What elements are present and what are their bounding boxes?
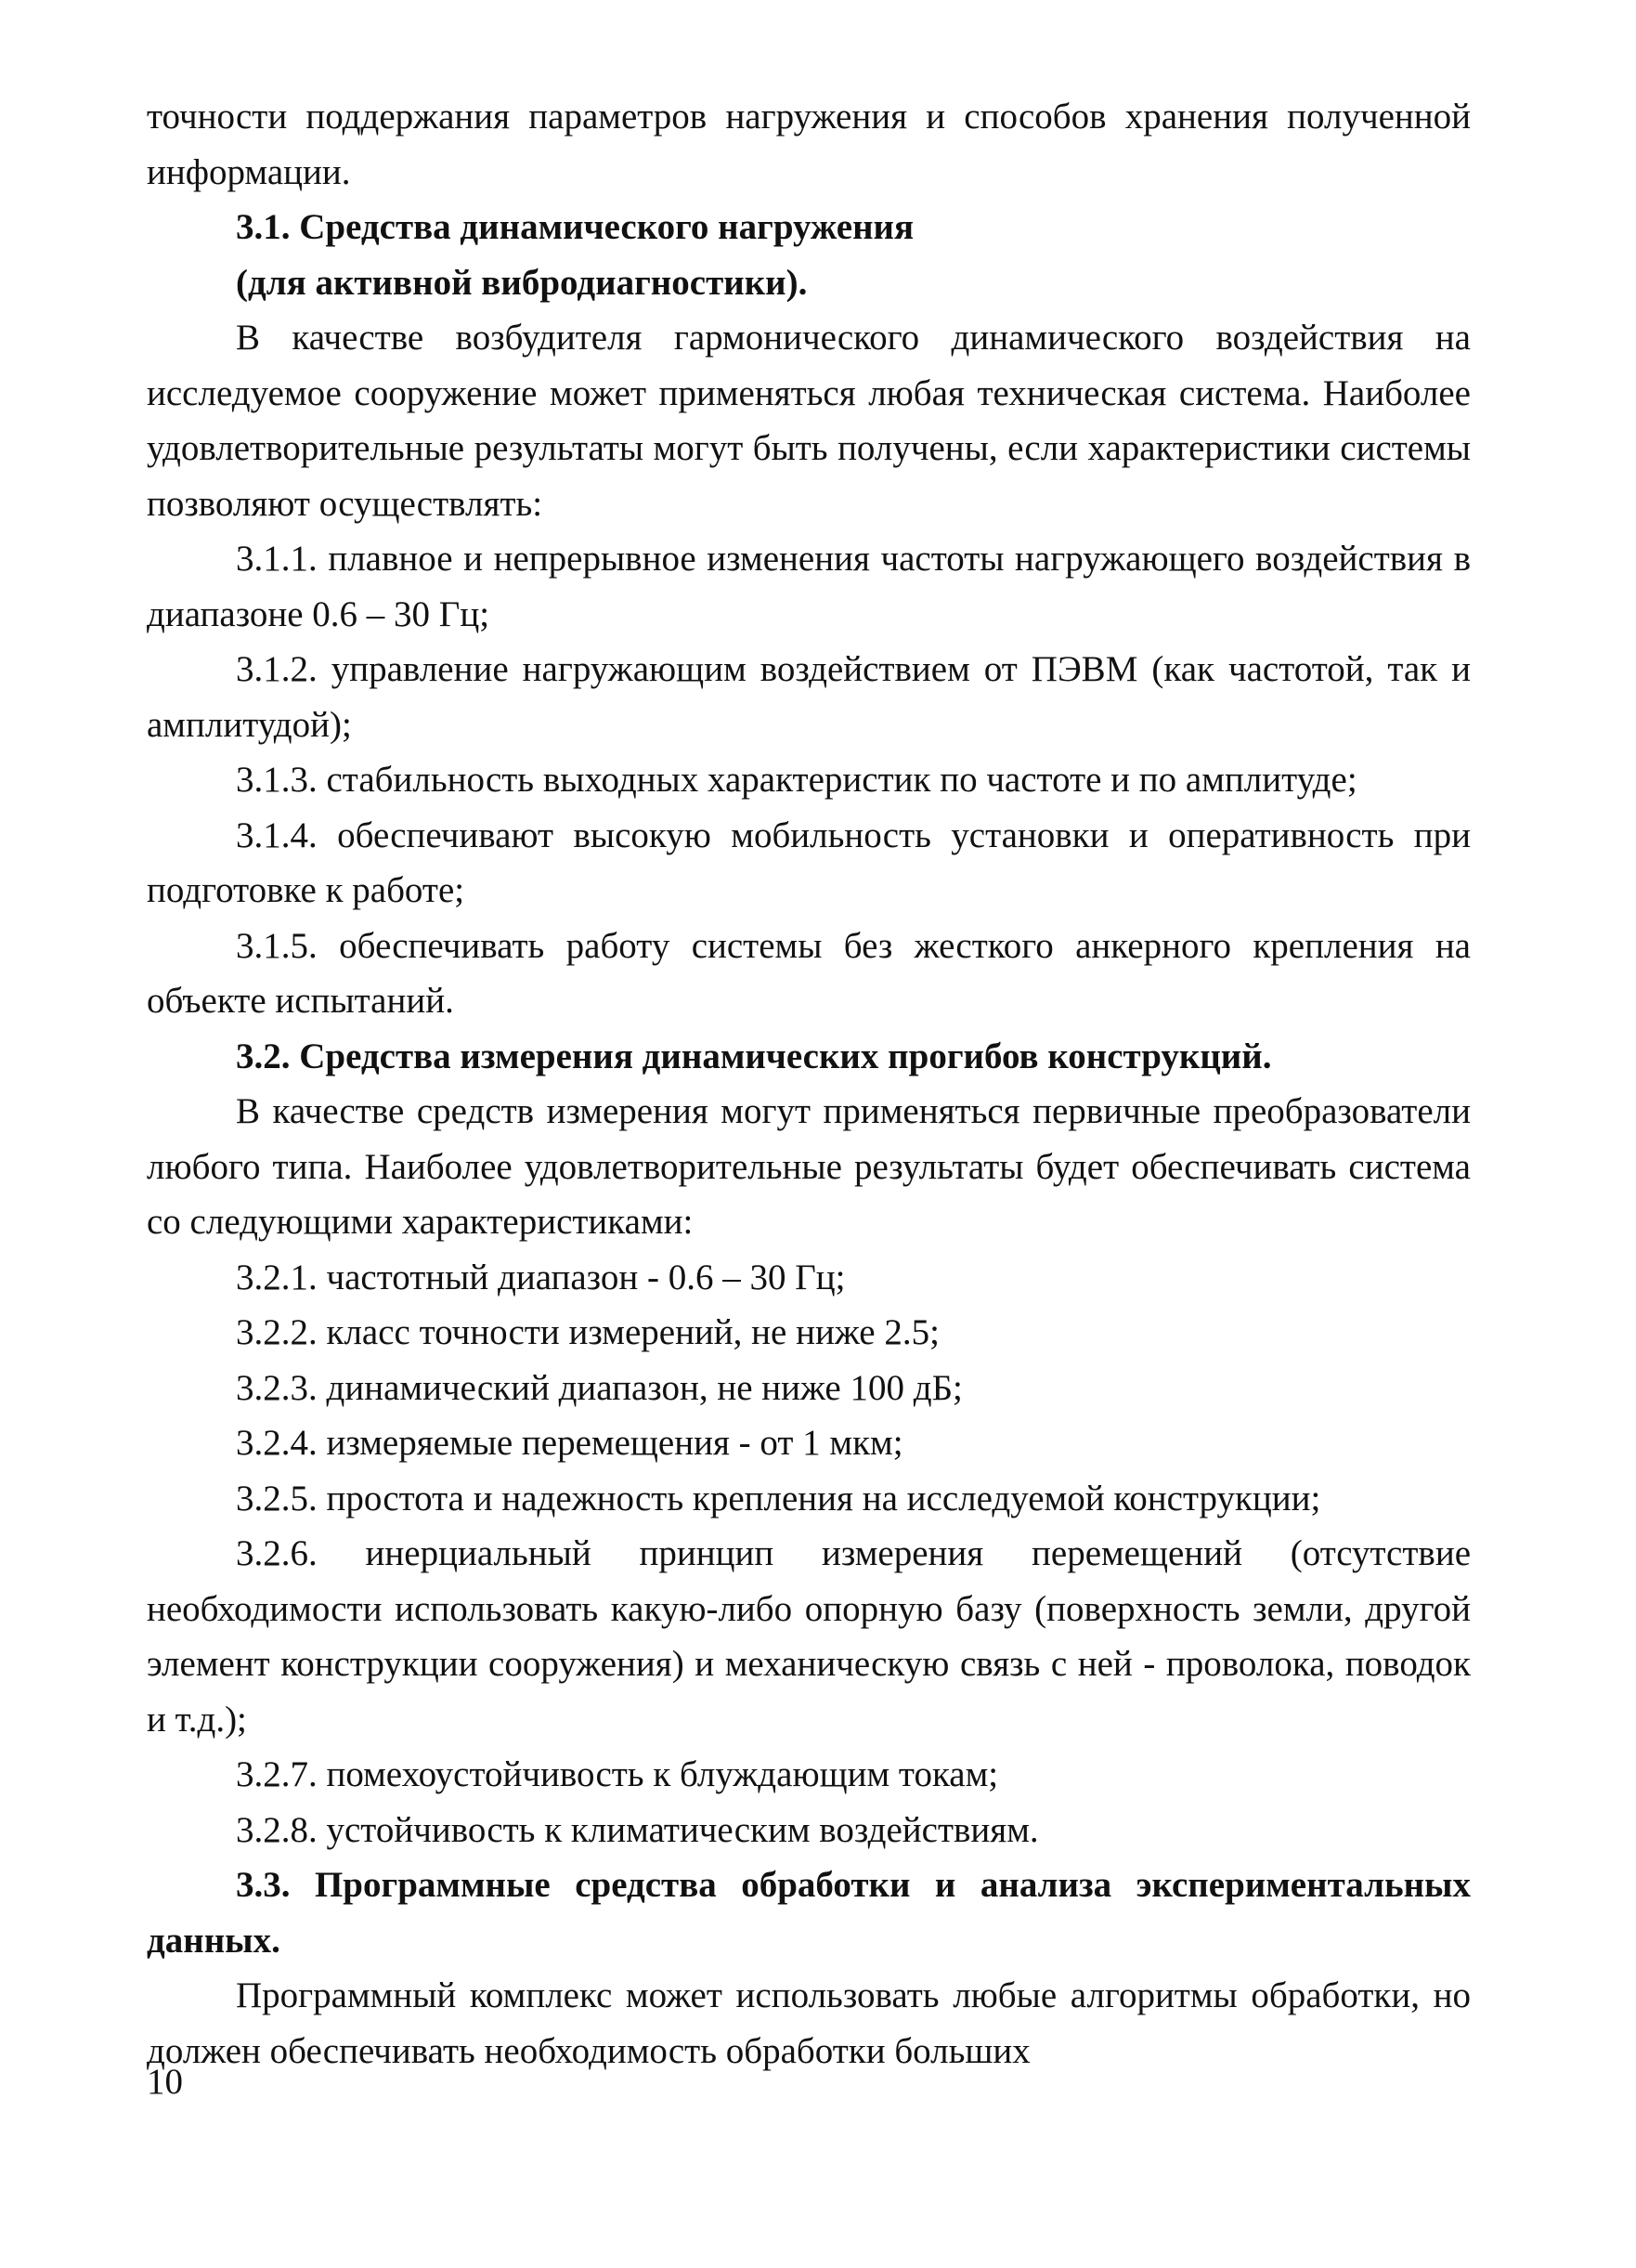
list-item-3-1-4: 3.1.4. обеспечивают высокую мобильность установки и оперативность при подготовке к работе; <box>147 815 1471 910</box>
list-item-3-2-2: 3.2.2. класс точности измерений, не ниже 2.5; <box>236 1312 940 1352</box>
paragraph-exciter-intro: В качестве возбудителя гармонического динамического воздействия на исследуемое сооружение может применяться любая техническая система. Наиболее удовлетворительные результаты могут быть получены, если характеристики системы позволяют осуществлять: <box>147 318 1471 524</box>
paragraph-measurement-intro: В качестве средств измерения могут применяться первичные преобразователи любого типа. Наиболее удовлетворительные результаты будет обеспечивать система со следующими характеристиками: <box>147 1091 1471 1242</box>
document-body <box>147 89 1471 2079</box>
list-item-3-2-1: 3.2.1. частотный диапазон - 0.6 – 30 Гц; <box>236 1257 846 1297</box>
section-heading-3-1-line1: 3.1. Средства динамического нагружения <box>236 207 915 247</box>
list-item-3-2-5: 3.2.5. простота и надежность крепления на исследуемой конструкции; <box>236 1478 1321 1519</box>
list-item-3-1-3: 3.1.3. стабильность выходных характеристик по частоте и по амплитуде; <box>236 760 1357 800</box>
paragraph-software-intro: Программный комплекс может использовать любые алгоритмы обработки, но должен обеспечивать необходимость обработки больших <box>147 1975 1471 2071</box>
list-item-3-2-6: 3.2.6. инерциальный принцип измерения перемещений (отсутствие необходимости использовать какую-либо опорную базу (поверхность земли, другой элемент конструкции сооружения) и механическую связь с ней - проволока, поводок и т.д.); <box>147 1533 1471 1740</box>
list-item-3-2-7: 3.2.7. помехоустойчивость к блуждающим токам; <box>236 1754 999 1794</box>
paragraph-continuation: точности поддержания параметров нагружения и способов хранения полученной информации. <box>147 97 1471 192</box>
list-item-3-1-5: 3.1.5. обеспечивать работу системы без жесткого анкерного крепления на объекте испытаний. <box>147 925 1471 1021</box>
list-item-3-2-3: 3.2.3. динамический диапазон, не ниже 100 дБ; <box>236 1367 963 1408</box>
list-item-3-1-1: 3.1.1. плавное и непрерывное изменения частоты нагружающего воздействия в диапазоне 0.6 – 30 Гц; <box>147 539 1471 634</box>
list-item-3-1-2: 3.1.2. управление нагружающим воздействием от ПЭВМ (как частотой, так и амплитудой); <box>147 649 1471 745</box>
list-item-3-2-8: 3.2.8. устойчивость к климатическим воздействиям. <box>236 1809 1039 1850</box>
section-heading-3-3: 3.3. Программные средства обработки и анализа экспериментальных данных. <box>147 1865 1471 1961</box>
page-number: 10 <box>147 2062 183 2102</box>
section-heading-3-1-line2: (для активной вибродиагностики). <box>236 262 808 303</box>
list-item-3-2-4: 3.2.4. измеряемые перемещения - от 1 мкм; <box>236 1423 903 1463</box>
section-heading-3-2: 3.2. Средства измерения динамических прогибов конструкций. <box>236 1036 1272 1076</box>
